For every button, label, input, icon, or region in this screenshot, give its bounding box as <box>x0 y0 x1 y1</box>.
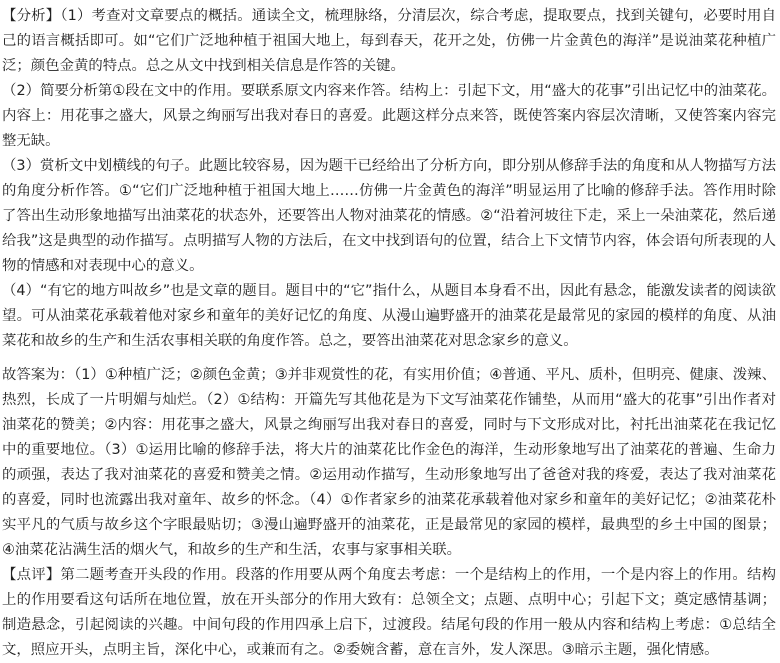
answer-paragraph: 故答案为：（1）①种植广泛；②颜色金黄；③并非观赏性的花，有实用价值；④普通、平凡、质朴，但明亮、健康、泼辣、热烈，长成了一片明媚与灿烂。（2）①结构：开篇先写其他花是为下文写油菜花作铺垫，从而用“盛大的花事”引出作者对油菜花的赞美；②内容：用花事之盛大，风景之绚丽写出我对春日的喜爱，同时与下文形成对比，衬托出油菜花在我记忆中的重要地位。（3）①运用比喻的修辞手法，将大片的油菜花比作金色的海洋，生动形象地写出了油菜花的普遍、生命力的顽强，表达了我对油菜花的喜爱和赞美之情。②运用动作描写，生动形象地写出了爸爸对我的疼爱，表达了我对油菜花的喜爱，同时也流露出我对童年、故乡的怀念。（4）①作者家乡的油菜花承载着他对家乡和童年的美好记忆；②油菜花朴实平凡的气质与故乡这个字眼最贴切；③漫山遍野盛开的油菜花，正是最常见的家园的模样，最典型的乡土中国的图景；④油菜花沾满生活的烟火气，和故乡的生产和生活，农事与家事相关联。 <box>2 367 776 558</box>
analysis-paragraph-3: （3）赏析文中划横线的句子。此题比较容易，因为题干已经给出了分析方向，即分别从修辞手法的角度和从人物描写方法的角度分析作答。①“它们广泛地种植于祖国大地上……仿佛一片金黄色的海洋”明显运用了比喻的修辞手法。答作用时除了答出生动形象地描写出油菜花的状态外，还要答出人物对油菜花的情感。②“沿着河坡往下走，采上一朵油菜花，然后递给我”这是典型的动作描写。点明描写人物的方法后，在文中找到语句的位置，结合上下文情节内容，体会语句所表现的人物的情感和对表现中心的意义。 <box>2 158 776 274</box>
comment-paragraph: 【点评】第二题考查开头段的作用。段落的作用要从两个角度去考虑：一个是结构上的作用，一个是内容上的作用。结构上的作用要看这句话所在地位置，放在开头部分的作用大致有：总领全文；点题、点明中心；引起下文；奠定感情基调；制造悬念，引起阅读的兴趣。中间句段的作用四承上启下，过渡段。结尾句段的作用一般从内容和结构上考虑：①总结全文，照应开头，点明主旨，深化中心，或兼而有之。②委婉含蓄，意在言外，发人深思。③暗示主题，强化情感。 <box>2 567 776 658</box>
solution-document <box>2 4 776 663</box>
analysis-paragraph-1: 【分析】（1）考查对文章要点的概括。通读全文，梳理脉络，分清层次，综合考虑，提取要点，找到关键句，必要时用自己的语言概括即可。如“它们广泛地种植于祖国大地上，每到春天，花开之处，仿佛一片金黄色的海洋”是说油菜花种植广泛；颜色金黄的特点。总之从文中找到相关信息是作答的关键。 <box>2 8 776 74</box>
analysis-paragraph-2: （2）简要分析第①段在文中的作用。要联系原文内容来作答。结构上：引起下文，用“盛大的花事”引出记忆中的油菜花。内容上：用花事之盛大，风景之绚丽写出我对春日的喜爱。此题这样分点来答，既使答案内容层次清晰，又使答案内容完整无缺。 <box>2 83 776 149</box>
analysis-paragraph-4: （4）“有它的地方叫故乡”也是文章的题目。题目中的“它”指什么，从题目本身看不出，因此有悬念，能激发读者的阅读欲望。可从油菜花承载着他对家乡和童年的美好记忆的角度、从漫山遍野盛开的油菜花是最常见的家园的模样的角度、从油菜花和故乡的生产和生活农事相关联的角度作答。总之，要答出油菜花对思念家乡的意义。 <box>2 283 776 349</box>
